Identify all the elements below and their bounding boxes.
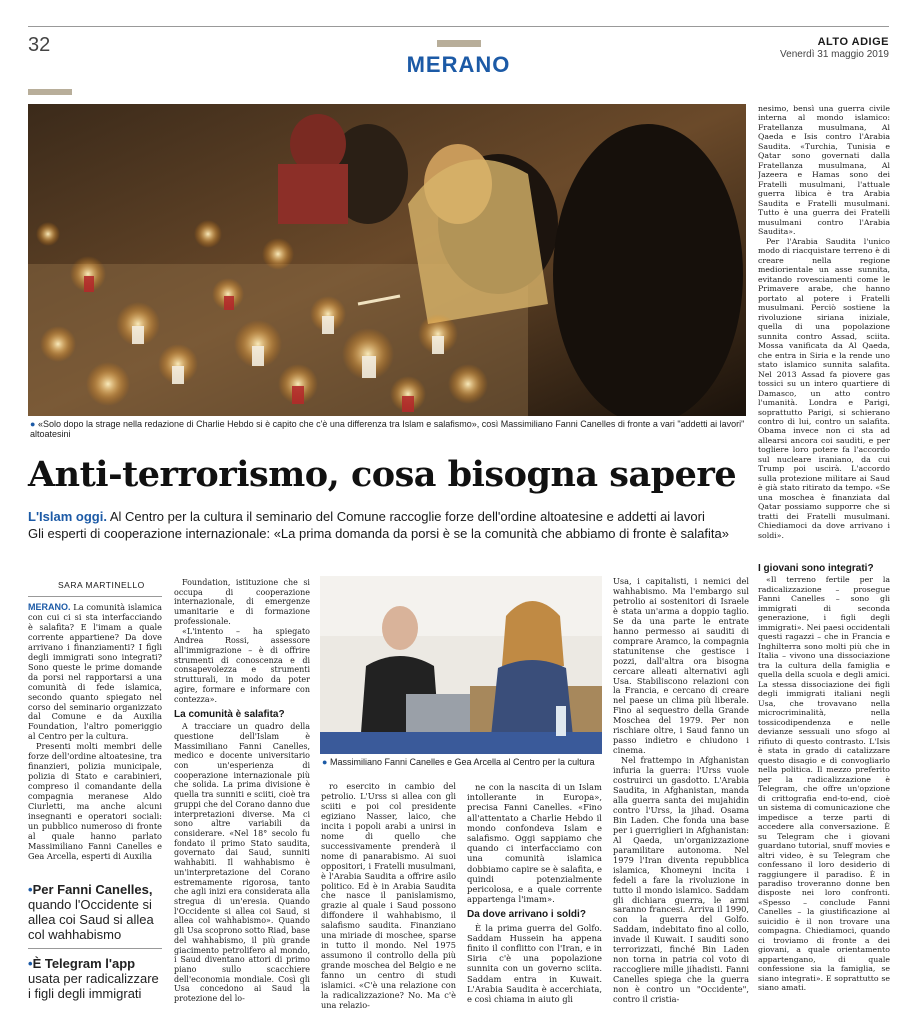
- pullquote-1-text: quando l'Occidente si allea coi Saud si allea col wahhabismo: [28, 897, 154, 942]
- headline: Anti-terrorismo, cosa bisogna sapere: [28, 454, 737, 495]
- paragraph-text: È la prima guerra del Golfo. Saddam Hussein ha appena finito il conflitto con l'Iran, e in Siria c'è una popolazione sunnita con un governo sciita. Saddam entra in Kuwait. L'Arabia Saudita è accerchiata, e così chiama in aiuto gli: [467, 922, 602, 1005]
- paragraph: [758, 237, 890, 541]
- paragraph: [758, 104, 890, 237]
- paragraph: [467, 782, 602, 904]
- photo-caption: [30, 419, 746, 439]
- paragraph: [174, 722, 310, 1004]
- deck-line-1-text: Al Centro per la cultura il seminario del Comune raccoglie forze dell'ordine altoatesine e addetti ai lavori: [109, 509, 705, 524]
- article-column-3: [321, 782, 456, 1018]
- deck-line-1: [28, 508, 748, 525]
- caption-bullet-icon: ●: [30, 419, 36, 429]
- paragraph-text: Usa, i capitalisti, i nemici del wahhabismo. Ma l'embargo sul petrolio ai sostenitori di Israele è stata un'arma a doppio taglio. Se da una parte le entrate hanno permesso ai sauditi di comprare Aramco, la compagnia statunitense che gestisce i pozzi, dall'altra ora bisogna cercare alleati alternativi agli Usa. Stabiliscono relazioni con la Francia, e cercano di creare nel paese un clima più liberale. Fino al sequestro della Grande Moschea del 1979. Per non rischiare oltre, i Saud fanno un passo indietro e chiudono i cinema.: [613, 577, 749, 756]
- article-column-6-top: [758, 104, 890, 556]
- paragraph: [28, 603, 162, 742]
- speakers-caption-text: Massimiliano Fanni Canelles e Gea Arcella al Centro per la cultura: [329, 757, 595, 767]
- paragraph-text: Nel frattempo in Afghanistan infuria la guerra: l'Urss vuole costruirci un gasdotto. L'Arabia Saudita, in Afghanistan, manda alla guerra santa dei mujahidin contro l'Urss, la jihad. Osama Bin Laden. Che fonda una base per i guerriglieri in Afghanistan: Al Qaeda, un'organizzazione paramilitare autonoma. Nel 1979 l'Iran diventa repubblica islamica, Khomeyni incita i fedeli a fare la rivoluzione in tutto il mondo islamico. Saddam gli dichiara guerra, le armi saranno francesi. Arriva il 1990, con la guerra del Golfo. Saddam, indebitato fino al collo, invade il Kuwait. I sauditi sono terrorizzati, finché Bin Laden non torna in patria col voto di raccogliere mille jihadisti. Fanni Canelles spiega che la guerra non è contro un "Occidente", contro il cristia-: [613, 755, 749, 1005]
- paragraph-text: «L'intento – ha spiegato Andrea Rossi, assessore all'immigrazione – è di offrire strumenti di conoscenza e di consapevolezza e strumenti strutturali, in modo da poter agire, formare e informare con contezza».: [174, 626, 310, 704]
- byline: SARA MARTINELLO: [58, 580, 145, 590]
- paragraph-text: La comunità islamica con cui ci si sta interfacciando è salafita? E l'imam a quale corrente appartiene? Da dove arrivano i finanziamenti? I figli degli immigrati sono integrati? Sono queste le prime domande da porsi nel rapportarsi a una comunità di fede islamica, secondo quanto spiegato nel corso del seminario organizzato dal Comune e da Auxilia Foundation, l'altro pomeriggio al Centro per la cultura.: [28, 603, 162, 742]
- paragraph: [28, 742, 162, 861]
- article-column-1: [28, 603, 162, 883]
- main-photo: [28, 104, 746, 416]
- paragraph: [758, 575, 890, 992]
- paragraph-text: «Il terreno fertile per la radicalizzazione – prosegue Fanni Canelles – sono gli immigrati di seconda generazione, i figli degli immigrati». Nei paesi occidentali questi ragazzi – che in Francia e Inghilterra sono molti più che in Italia – vivono una dissociazione tra la cultura della famiglia e quella della scuola e degli amici. La stessa dissociazione dei figli degli immigrati italiani negli Usa, che trovavano nella microcriminalità, nella tossicodipendenza e nelle devianze sessuali uno sfogo al rifiuto di questo contrasto. L'Isis è stata in grado di catalizzare questo disagio e di convogliarlo nella politica. Il mezzo preferito per la radicalizzazione è Telegram, che offre un'opzione di crittografia end-to-end, cioè un sistema di comunicazione che impedisce a terze parti di accedere alla conversazione. È su Telegram che i giovani guardano tutorial, snuff movies e altri video, è su Telegram che confessano il loro desiderio di raggiungere il paradiso. È in paradiso troveranno donne ben disposte nei loro confronti. «Spesso – conclude Fanni Canelles – la giustificazione al suicidio è il non trovare una compagna. Chiediamoci, quando ci troviamo di fronte a dei giovani, a quale orientamento appartengano, di quale confessione sia la famiglia, se siano integrati». E soprattutto se siano amati.: [758, 575, 890, 993]
- photo-rule: [28, 89, 72, 95]
- newspaper-brand: ALTO ADIGE: [817, 36, 889, 48]
- pullquote-2-title: È Telegram l'app: [32, 956, 136, 971]
- subheading: Da dove arrivano i soldi?: [467, 909, 586, 921]
- pullquote-2: [28, 956, 162, 1001]
- article-column-4: [467, 782, 602, 1018]
- top-rule: [28, 26, 889, 27]
- subheading: La comunità è salafita?: [174, 709, 285, 721]
- article-column-6-bottom: [758, 558, 890, 1018]
- paragraph: [174, 578, 310, 627]
- section-rule: [437, 40, 481, 47]
- paragraph-text: ne con la nascita di un Islam intollerante in Europa», precisa Fanni Canelles. «Fino all'attentato a Charlie Hebdo il mondo confondeva Islam e salafismo. Oggi sappiamo che quando ci interfacciamo con una comunità islamica dobbiamo capire se è salafita, e quindi potenzialmente pericolosa, e a quale corrente appartenga l'imam».: [467, 782, 602, 905]
- pullquote-bullet-icon: •: [28, 882, 33, 897]
- pullquote-1: [28, 882, 162, 942]
- speakers-caption: [322, 757, 602, 767]
- issue-date: Venerdì 31 maggio 2019: [780, 49, 889, 60]
- paragraph: [613, 756, 749, 1005]
- deck-lead: L'Islam oggi.: [28, 509, 107, 524]
- paragraph: [321, 782, 456, 1011]
- page-number: 32: [28, 34, 51, 56]
- paragraph-text: nesimo, bensì una guerra civile interna al mondo islamico: Fratellanza musulmana, Al Qaeda e Isis contro l'Arabia Saudita. «Turchia, Tunisia e Qatar sono governati dalla Fratellanza musulmana, Al Jazeera e Hamas sono dei Fratelli musulmani, l'attuale guerra libica è tra Arabia Saudita e Fratelli musulmani. Tutto è una guerra dei Fratelli musulmani contro l'Arabia Saudita».: [758, 104, 890, 237]
- photo-caption-text: «Solo dopo la strage nella redazione di Charlie Hebdo si è capito che c'è una differenza tra Islam e salafismo», così Massimiliano Fanni Canelles di fronte a vari "addetti ai lavori" altoatesini: [30, 419, 745, 439]
- subheading: I giovani sono integrati?: [758, 563, 874, 574]
- paragraph-text: Presenti molti membri delle forze dell'ordine altoatesine, tra finanzieri, polizia municipale, polizia di Stato e carabinieri, compreso il comandante della compagnia meranese Aldo Ciurletti, ma anche alcuni insegnanti e operatori sociali: un pubblico numeroso di fronte al quale hanno parlato Massimiliano Fanni Canelles e Gea Arcella, esperti di Auxilia: [28, 741, 162, 861]
- article-column-5: [613, 577, 749, 1017]
- caption-bullet-icon: ●: [322, 757, 328, 767]
- dateline: MERANO.: [28, 603, 71, 612]
- paragraph: [467, 923, 602, 1005]
- pullquote-bullet-icon: •: [28, 956, 33, 971]
- paragraph-text: A tracciare un quadro della questione dell'Islam è Massimiliano Fanni Canelles, medico e docente universitario con un'esperienza di cooperazione internazionale più che solida. La prima divisione è quella tra sunniti e sciiti, cioè tra gruppi che del Corano danno due interpretazioni diverse. Ma ci sono altre variabili da considerare. «Nel 18° secolo fu fondato il primo Stato saudita, governato dai Saud, sunniti wahhabiti. Il wahhabismo è un'interpretazione del Corano estremamente rigorosa, tanto che agli inizi era considerata alla stregua di un'eresia. Quando l'Occidente si allea coi Saud, si allea col wahhabismo». Quando gli Usa scoprono sotto Riad, base del wahhabismo, il più grande giacimento petrolifero al mondo, i Saud diventano attori di primo piano sullo scacchiere dell'economia mondiale. Così gli Usa concedono ai Saud la protezione del lo-: [174, 722, 310, 1004]
- section-title: MERANO: [406, 52, 511, 77]
- deck: [28, 508, 748, 542]
- paragraph: [174, 627, 310, 705]
- deck-line-2: Gli esperti di cooperazione internazionale: «La prima domanda da porsi è se la comunità che abbiamo di fronte è salafita»: [28, 526, 729, 541]
- article-column-2: [174, 578, 310, 1018]
- pullquote-divider: [28, 948, 162, 949]
- speakers-image: [320, 576, 602, 754]
- paragraph-text: Per l'Arabia Saudita l'unico modo di riacquistare terreno è di creare nella regione mediorientale un asse sunnita, evitando rovesciamenti come le Primavere arabe, che hanno portato al potere i Fratelli musulmani. Perciò sostiene la rivoluzione siriana iniziale, quella di una popolazione sunnita contro Assad, sciita. Mossa vanificata da Al Qaeda, che entra in Siria e la rende uno stato islamico sunnita salafita. Nel 2013 Assad fa piovere gas tossici su un intero quartiere di Damasco, un atto contro l'umanità. Londra e Parigi, soprattutto Parigi, si schierano contro di lui, contro un salafita. Obama invece non ci sta ad allearsi ancora coi sauditi, e per togliere loro potere fa l'accordo sul nucleare iraniano, da cui Trump poi uscirà. L'accordo sulla protezione militare ai Saud è già stato ritirato da tempo. «Se una moschea è finanziata dal Qatar possiamo supporre che si tratti dei Fratelli musulmani. Chiediamoci da dove arrivano i soldi».: [758, 236, 890, 540]
- paragraph: [613, 577, 749, 756]
- pullquote-1-title: Per Fanni Canelles,: [32, 882, 153, 897]
- paragraph-text: Foundation, istituzione che si occupa di cooperazione internazionale, di emergenze umanitarie e di formazione professionale.: [174, 578, 310, 626]
- candle-vigil-image: [28, 104, 746, 416]
- paragraph-text: ro esercito in cambio del petrolio. L'Urss si allea con gli sciiti e poi col presidente egiziano Nasser, laico, che incita i popoli arabi a unirsi in nome di quello che successivamente prenderà il nome di panarabismo. Ai suoi oppositori, i Fratelli musulmani, è l'Arabia Saudita a offrire asilo politico. Ed è in Arabia Saudita che nasce il panislamismo, grazie al quale i Saud possono diffondere il wahhabismo, il salafismo saudita. Finanziano una miriade di moschee, sparse in tutto il mondo. Nel 1975 assumono il controllo della più grande moschea del Belgio e ne fanno un centro di studi islamici. «C'è una relazione con la radicalizzazione? No. Ma c'è una relazio-: [321, 782, 456, 1010]
- speakers-photo: [320, 576, 602, 754]
- byline-rule: [28, 596, 162, 597]
- pullquote-2-text: usata per radicalizzare i figli degli immigrati: [28, 971, 159, 1001]
